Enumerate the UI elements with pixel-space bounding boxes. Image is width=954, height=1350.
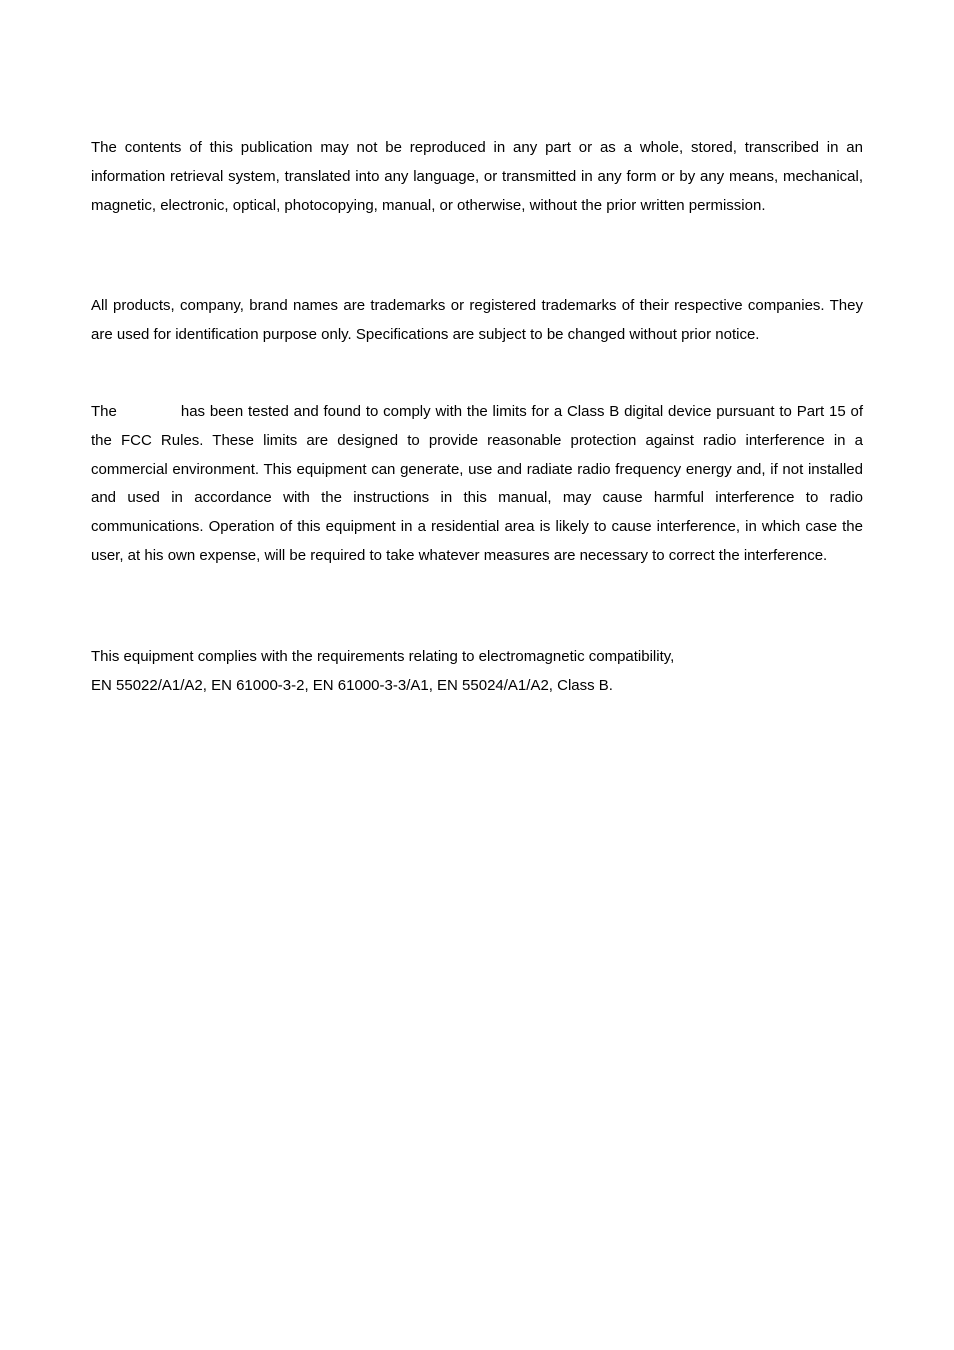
fcc-notice bbox=[91, 398, 863, 571]
ce-notice-standards: EN 55022/A1/A2, EN 61000-3-2, EN 61000-3-3/A1, EN 55024/A1/A2, Class B. bbox=[91, 676, 613, 694]
copyright-notice: The contents of this publication may not be reproduced in any part or as a whole, stored, transcribed in an information retrieval system, translated into any language, or transmitted in any form or by any means, mechanical, magnetic, electronic, optical, photocopying, manual, or otherwise, without the prior written permission. bbox=[91, 139, 863, 214]
fcc-notice-body: has been tested and found to comply with the limits for a Class B digital device pursuant to Part 15 of the FCC Rules. These limits are designed to provide reasonable protection against radio interference in a commercial environment. This equipment can generate, use and radiate radio frequency energy and, if not installed and used in accordance with the instructions in this manual, may cause harmful interference to radio communications. Operation of this equipment in a residential area is likely to cause interference, in which case the user, at his own expense, will be required to take whatever measures are necessary to correct the interference. bbox=[91, 403, 863, 564]
ce-notice bbox=[91, 643, 863, 701]
ce-notice-line-1: This equipment complies with the requirements relating to electromagnetic compatibility, bbox=[91, 648, 675, 665]
trademark-notice: All products, company, brand names are trademarks or registered trademarks of their respective companies. They are used for identification purpose only. Specifications are subject to be changed without prior notice. bbox=[91, 297, 863, 343]
fcc-notice-lead: The bbox=[91, 403, 117, 420]
